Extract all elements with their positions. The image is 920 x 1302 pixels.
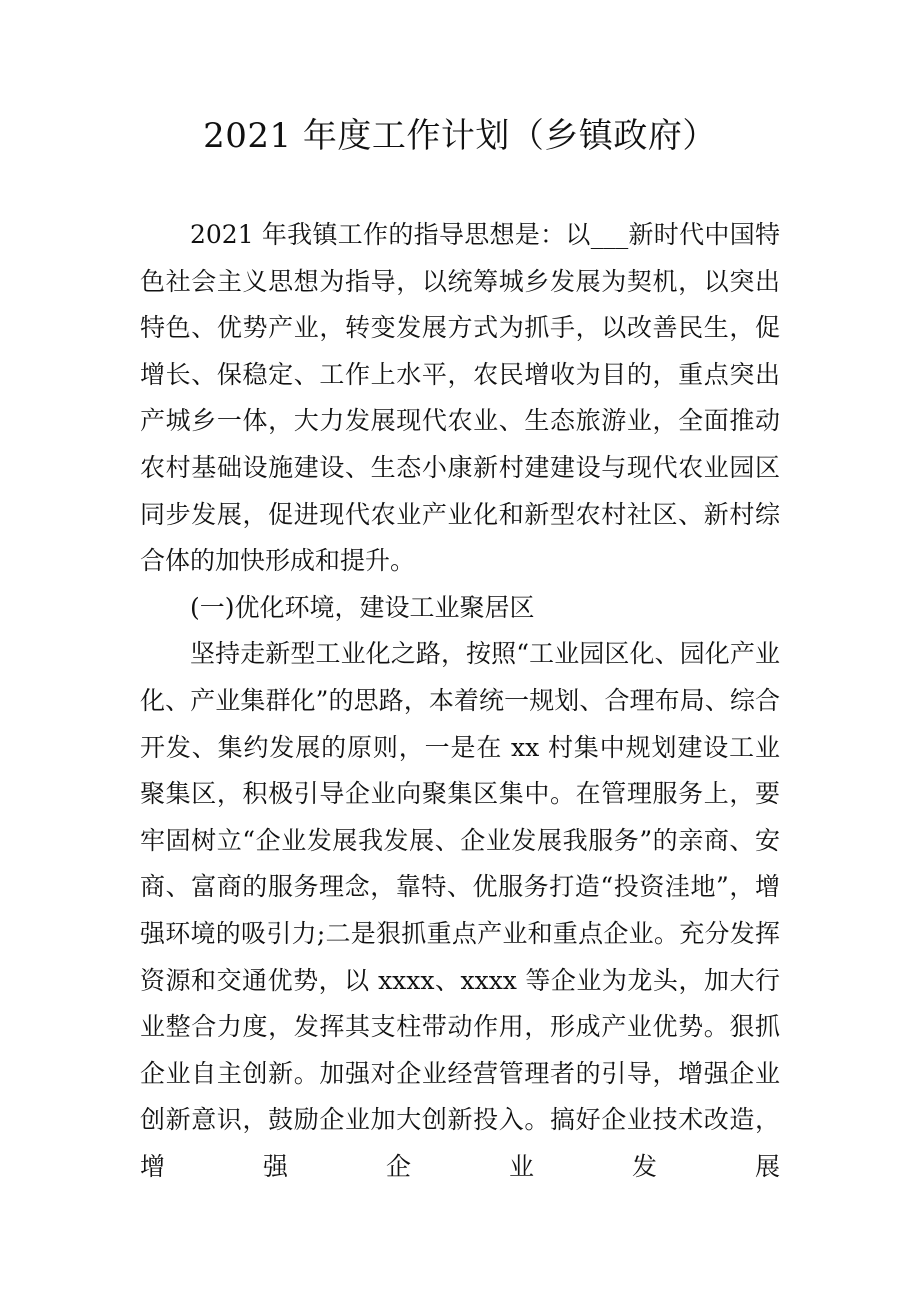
paragraph-guiding-ideology: 2021 年我镇工作的指导思想是：以___新时代中国特色社会主义思想为指导，以统筹城乡发展为契机，以突出特色、优势产业，转变发展方式为抓手，以改善民生，促增长、保稳定、工作上水平，农民增收为目的，重点突出产城乡一体，大力发展现代农业、生态旅游业，全面推动农村基础设施建设、生态小康新村建建设与现代农业园区同步发展，促进现代农业产业化和新型农村社区、新村综合体的加快形成和提升。: [140, 220, 780, 576]
document-body: [140, 212, 780, 1190]
paragraph-industrial-development: 坚持走新型工业化之路，按照“工业园区化、园化产业化、产业集群化”的思路，本着统一规划、合理布局、综合开发、集约发展的原则，一是在 xx 村集中规划建设工业聚集区，积极引导企业向聚集区集中。在管理服务上，要牢固树立“企业发展我发展、企业发展我服务”的亲商、安商、富商的服务理念，靠特、优服务打造“投资洼地”，增强环境的吸引力;二是狠抓重点产业和重点企业。充分发挥资源和交通优势，以 xxxx、xxxx 等企业为龙头，加大行业整合力度，发挥其支柱带动作用，形成产业优势。狠抓企业自主创新。加强对企业经营管理者的引导，增强企业创新意识，鼓励企业加大创新投入。搞好企业技术改造，增强企业发展: [140, 639, 780, 1181]
section-heading-industrial-zone: (一)优化环境，建设工业聚居区: [190, 592, 535, 622]
document-title: 2021 年度工作计划（乡镇政府）: [203, 116, 717, 156]
